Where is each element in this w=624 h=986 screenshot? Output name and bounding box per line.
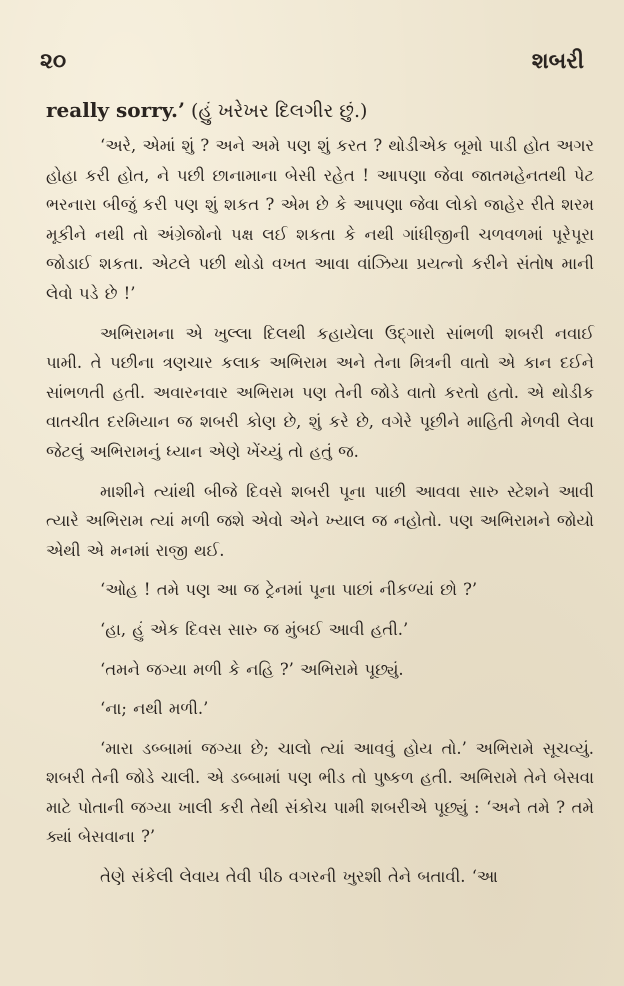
dialog-line: ‘ના; નથી મળી.’ <box>100 699 209 719</box>
gujarati-translation: (હું ખરેખર દિલગીર છું.) <box>184 100 368 122</box>
body-text <box>46 94 594 892</box>
english-phrase: really sorry.’ <box>46 98 185 122</box>
paragraph: તેણે સંકેલી લેવાય તેવી પીઠ વગરની ખુરશી તેને બતાવી. ‘આ <box>100 867 498 887</box>
paragraph: અભિરામના એ ખુલ્લા દિલથી કહાયેલા ઉદ્ગારો સાંભળી શબરી નવાઈ પામી. તે પછીના ત્રણચાર કલાક અભિરામ અને તેના મિત્રની વાતો એ કાન દઈને સાંભળતી હતી. અવારનવાર અભિરામ પણ તેની જોડે વાતો કરતો હતો. એ થોડીક વાતચીત દરમિયાન જ શબરી કોણ છે, શું કરે છે, વગેરે પૂછીને માહિતી મેળવી લેવા જેટલું અભિરામનું ધ્યાન એણે ખેંચ્યું તો હતું જ. <box>46 323 594 461</box>
running-head <box>40 48 584 82</box>
paragraph: ‘અરે, એમાં શું ? અને અમે પણ શું કરત ? થોડીએક બૂમો પાડી હોત અગર હોહા કરી હોત, ને પછી છાનામાના બેસી રહેત ! આપણા જેવા જાતમહેનતથી પેટ ભરનારા બીજું કરી પણ શું શકત ? એમ છે કે આપણા જેવા લોકો જાહેર રીતે શરમ મૂકીને નથી તો અંગ્રેજોનો પક્ષ લઈ શકતા કે નથી ગાંધીજીની ચળવળમાં પૂરેપૂરા જોડાઈ શકતા. એટલે પછી થોડો વખત આવા વાંઝિયા પ્રયત્નો કરીને સંતોષ માની લેવો પડે છે !’ <box>46 136 594 303</box>
dialog-line: ‘તમને જગ્યા મળી કે નહિ ?’ અભિરામે પૂછ્યું. <box>100 659 404 679</box>
paragraph: ‘મારા ડબ્બામાં જગ્યા છે; ચાલો ત્યાં આવવું હોય તો.’ અભિરામે સૂચવ્યું. શબરી તેની જોડે ચાલી. એ ડબ્બામાં પણ ભીડ તો પુષ્કળ હતી. અભિરામે તેને બેસવા માટે પોતાની જગ્યા ખાલી કરી તેથી સંકોચ પામી શબરીએ પૂછ્યું : ‘અને તમે ? તમે ક્યાં બેસવાના ?’ <box>46 738 594 847</box>
dialog-line: ‘હા, હું એક દિવસ સારુ જ મુંબઈ આવી હતી.’ <box>100 619 409 639</box>
paragraph: માશીને ત્યાંથી બીજે દિવસે શબરી પૂના પાછી આવવા સારુ સ્ટેશને આવી ત્યારે અભિરામ ત્યાં મળી જશે એવો એને ખ્યાલ જ નહોતો. પણ અભિરામને જોયો એથી એ મનમાં રાજી થઈ. <box>46 481 594 560</box>
book-title: શબરી <box>531 48 584 74</box>
opening-line <box>46 94 594 127</box>
page-number: ૨૦ <box>40 48 67 74</box>
dialog-line: ‘ઓહ ! તમે પણ આ જ ટ્રેનમાં પૂના પાછાં નીકળ્યાં છો ?’ <box>100 580 478 600</box>
